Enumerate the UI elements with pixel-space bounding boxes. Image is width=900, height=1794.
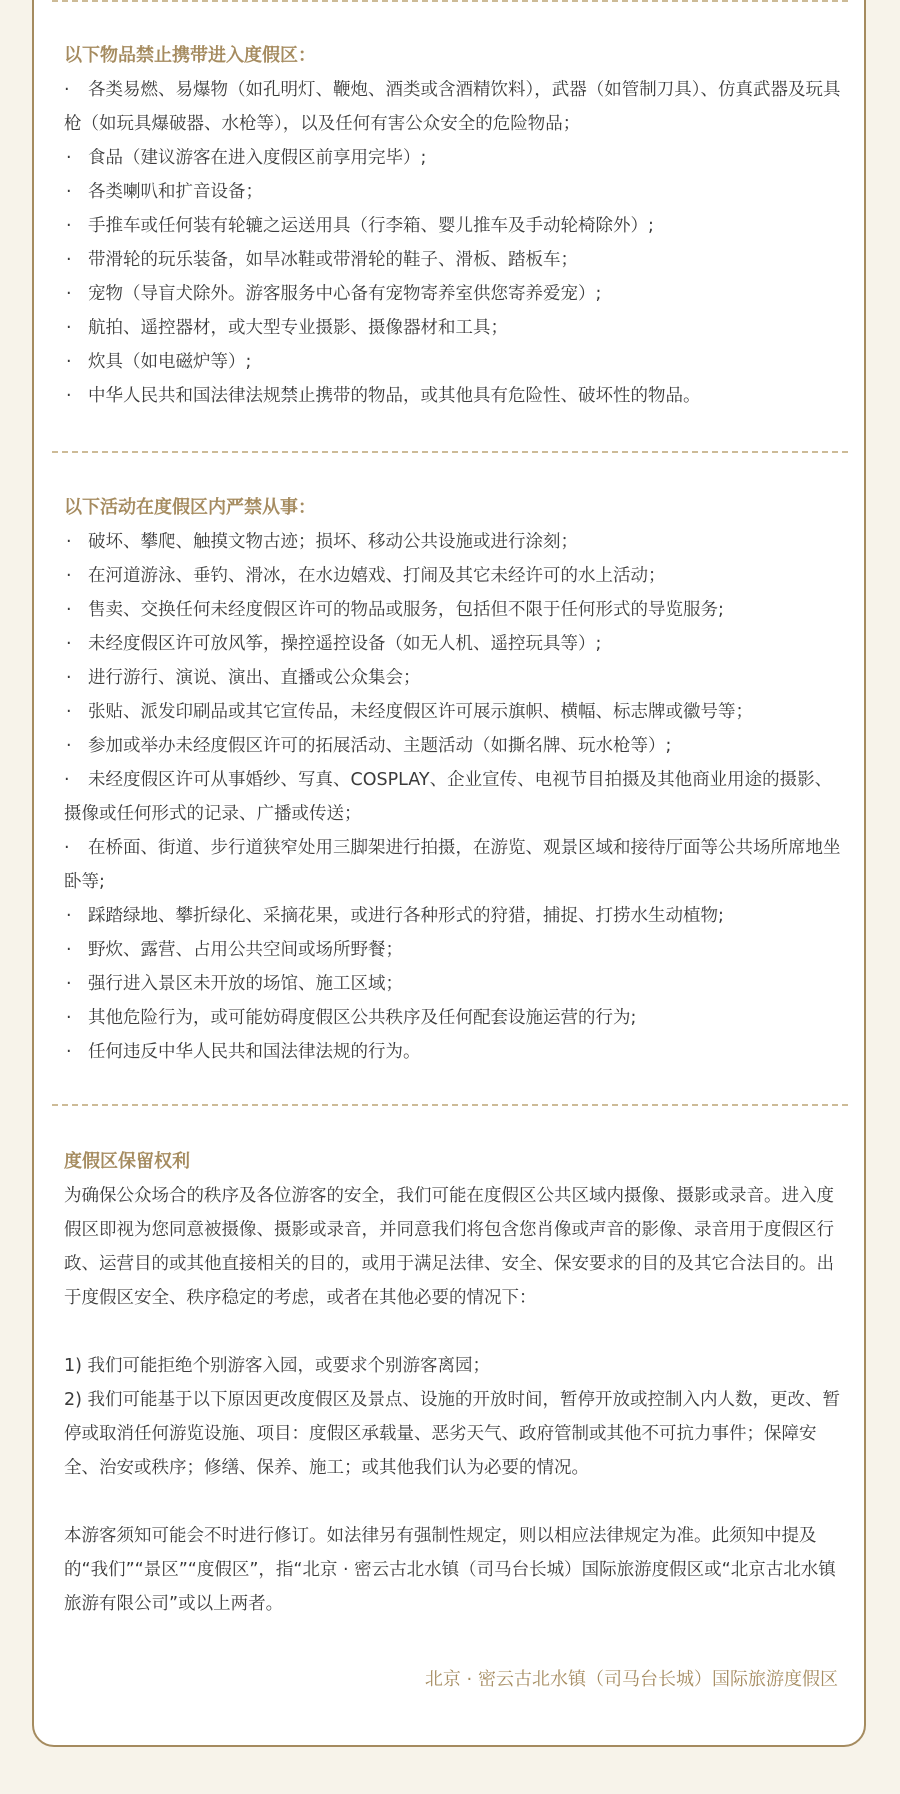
list-item xyxy=(64,763,844,831)
bullet: · xyxy=(66,216,72,236)
list-item-text: 张贴、派发印刷品或其它宣传品，未经度假区许可展示旗帜、横幅、标志牌或徽号等； xyxy=(88,702,753,722)
list-item-text: 各类喇叭和扩音设备； xyxy=(88,182,263,202)
section-divider xyxy=(52,451,848,453)
bullet: · xyxy=(64,838,70,858)
bullet: · xyxy=(66,250,72,270)
list-item xyxy=(64,831,844,899)
list-item-text: 带滑轮的玩乐装备，如旱冰鞋或带滑轮的鞋子、滑板、踏板车； xyxy=(88,250,578,270)
list-item xyxy=(64,967,844,1001)
list-item-text: 其他危险行为，或可能妨碍度假区公共秩序及任何配套设施运营的行为; xyxy=(88,1008,637,1028)
list-item xyxy=(64,311,844,345)
list-item-text: 破坏、攀爬、触摸文物古迹；损坏、移动公共设施或进行涂刻； xyxy=(88,532,578,552)
list-item-text: 在河道游泳、垂钓、滑冰，在水边嬉戏、打闹及其它未经许可的水上活动； xyxy=(88,566,666,586)
list-item xyxy=(64,1001,844,1035)
list-item-text: 进行游行、演说、演出、直播或公众集会； xyxy=(88,668,421,688)
blank-line xyxy=(64,1315,844,1349)
rights-point-1: 1) 我们可能拒绝个别游客入园，或要求个别游客离园； xyxy=(64,1356,491,1376)
list-item-text: 任何违反中华人民共和国法律法规的行为。 xyxy=(88,1042,421,1062)
bullet: · xyxy=(66,148,72,168)
list-item xyxy=(64,525,844,559)
bullet: · xyxy=(66,668,72,688)
bullet: · xyxy=(66,566,72,586)
section-title: 以下物品禁止携带进入度假区： xyxy=(64,45,316,66)
bullet: · xyxy=(66,940,72,960)
list-item-text: 未经度假区许可放风筝，操控遥控设备（如无人机、遥控玩具等）; xyxy=(88,634,602,654)
list-item-text: 航拍、遥控器材，或大型专业摄影、摄像器材和工具； xyxy=(88,318,508,338)
prohibited-activities-section xyxy=(64,491,844,1069)
list-item xyxy=(64,345,844,379)
bullet: · xyxy=(66,352,72,372)
list-item xyxy=(64,661,844,695)
bullet: · xyxy=(66,1042,72,1062)
top-divider xyxy=(52,0,848,2)
list-item-text: 售卖、交换任何未经度假区许可的物品或服务，包括但不限于任何形式的导览服务; xyxy=(88,600,724,620)
list-item xyxy=(64,379,844,413)
bullet: · xyxy=(64,770,70,790)
bullet: · xyxy=(66,974,72,994)
list-item-text: 在桥面、街道、步行道狭窄处用三脚架进行拍摄，在游览、观景区域和接待厅面等公共场所席地坐卧等; xyxy=(64,838,841,892)
rights-intro: 为确保公众场合的秩序及各位游客的安全，我们可能在度假区公共区域内摄像、摄影或录音。进入度假区即视为您同意被摄像、摄影或录音，并同意我们将包含您肖像或声音的影像、录音用于度假区行政、运营目的或其他直接相关的目的，或用于满足法律、安全、保安要求的目的及其它合法目的。出于度假区安全、秩序稳定的考虑，或者在其他必要的情况下： xyxy=(64,1186,834,1308)
list-item xyxy=(64,243,844,277)
organization-signature: 北京 · 密云古北水镇（司马台长城）国际旅游度假区 xyxy=(424,1669,838,1690)
list-item-text: 踩踏绿地、攀折绿化、采摘花果，或进行各种形式的狩猎，捕捉、打捞水生动植物; xyxy=(88,906,724,926)
list-item-text: 强行进入景区未开放的场馆、施工区域； xyxy=(88,974,403,994)
list-item xyxy=(64,277,844,311)
bullet: · xyxy=(66,318,72,338)
revision-note: 本游客须知可能会不时进行修订。如法律另有强制性规定，则以相应法律规定为准。此须知中提及的“我们”“景区”“度假区”，指“北京 · 密云古北水镇（司马台长城）国际旅游度假区或“北京古北水镇旅游有限公司”或以上两者。 xyxy=(64,1526,836,1614)
list-item-text: 食品（建议游客在进入度假区前享用完毕）; xyxy=(88,148,427,168)
blank-line xyxy=(64,1485,844,1519)
list-item xyxy=(64,627,844,661)
list-item xyxy=(64,1035,844,1069)
list-item-text: 炊具（如电磁炉等）; xyxy=(88,352,252,372)
list-item xyxy=(64,559,844,593)
rights-point-2: 2) 我们可能基于以下原因更改度假区及景点、设施的开放时间，暂停开放或控制入内人数，更改、暂停或取消任何游览设施、项目：度假区承载量、恶劣天气、政府管制或其他不可抗力事件；保障安全、治安或秩序；修缮、保养、施工；或其他我们认为必要的情况。 xyxy=(64,1390,841,1478)
list-item xyxy=(64,729,844,763)
bullet: · xyxy=(66,532,72,552)
list-item xyxy=(64,593,844,627)
section-divider xyxy=(52,1104,848,1106)
list-item xyxy=(64,141,844,175)
bullet: · xyxy=(66,634,72,654)
prohibited-items-section xyxy=(64,39,844,413)
list-item xyxy=(64,933,844,967)
section-title: 以下活动在度假区内严禁从事： xyxy=(64,497,316,518)
list-item-text: 参加或举办未经度假区许可的拓展活动、主题活动（如撕名牌、玩水枪等）; xyxy=(88,736,672,756)
list-item-text: 野炊、露营、占用公共空间或场所野餐； xyxy=(88,940,403,960)
list-item xyxy=(64,695,844,729)
list-item-text: 未经度假区许可从事婚纱、写真、COSPLAY、企业宣传、电视节目拍摄及其他商业用途的摄影、摄像或任何形式的记录、广播或传送； xyxy=(64,770,833,824)
list-item-text: 手推车或任何装有轮辘之运送用具（行李箱、婴儿推车及手动轮椅除外）; xyxy=(88,216,654,236)
list-item-text: 各类易燃、易爆物（如孔明灯、鞭炮、酒类或含酒精饮料），武器（如管制刀具）、仿真武器及玩具枪（如玩具爆破器、水枪等），以及任何有害公众安全的危险物品； xyxy=(64,80,841,134)
list-item xyxy=(64,175,844,209)
bullet: · xyxy=(66,600,72,620)
bullet: · xyxy=(66,182,72,202)
bullet: · xyxy=(66,702,72,722)
bullet: · xyxy=(66,386,72,406)
bullet: · xyxy=(64,80,70,100)
rights-section xyxy=(64,1145,844,1621)
list-item-text: 中华人民共和国法律法规禁止携带的物品，或其他具有危险性、破坏性的物品。 xyxy=(88,386,701,406)
bullet: · xyxy=(66,736,72,756)
list-item xyxy=(64,73,844,141)
list-item xyxy=(64,899,844,933)
list-item xyxy=(64,209,844,243)
bullet: · xyxy=(66,284,72,304)
list-item-text: 宠物（导盲犬除外。游客服务中心备有宠物寄养室供您寄养爱宠）; xyxy=(88,284,602,304)
section-title: 度假区保留权利 xyxy=(64,1151,190,1172)
bullet: · xyxy=(66,906,72,926)
bullet: · xyxy=(66,1008,72,1028)
